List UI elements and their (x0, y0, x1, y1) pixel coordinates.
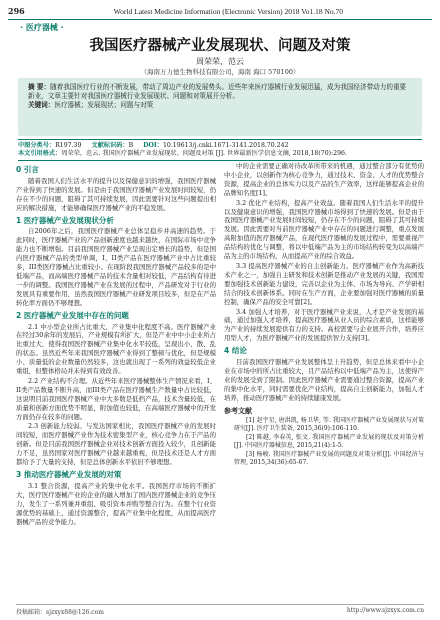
right-column (224, 162, 424, 468)
cite-label: 本文引用格式： (18, 150, 62, 157)
section-heading: 0 引言 (16, 165, 39, 174)
body-paragraph: 2.3 创新能力较弱。与发达国家相比，我国医疗器械产业的发展时间较短，而医疗器械产业作为技术密集型产业，核心竞争力在于产品的创新。但是目前我国医疗器械企业对技术创新方面投入较少，且创新能力不足，虽然国家对医疗器械产业越来越重视，但是技术还是人才方面都给予了大量的支持，但是总体创新水平依旧不够理想。 (16, 422, 216, 467)
body-paragraph: 2.1 中小型企业所占比重大，产业集中化程度不高。医疗器械产业在经过30余年的发展后，产业规模有所扩大，但是产业中中小企业所占比重过大，使得我国医疗器械产业集中化水平较低，呈现出小、散、乱的状态。虽然近些年来我国医疗器械产业得到了整顿与优化，但是规模小、质量低的企业数量仍然较多，这也就出现了一系列的效益较低企业重组，但整体格局并未得到有效改善。 (16, 322, 216, 376)
section-heading: 3 推动医疗器械产业发展的对策 (16, 470, 122, 479)
keywords-label: 关键词： (28, 101, 55, 109)
page-header (8, 4, 432, 20)
abstract (28, 83, 412, 101)
cite-value: 周荣荣，范云. 我国医疗器械产业发展现状、问题及对策 [J]. 世界最新医学信息文摘, 2018,18(70):296. (61, 150, 347, 157)
abstract-box (18, 78, 422, 136)
body-paragraph: 3.1 整合资源，提高产业的集中化水平。我国医疗市场的不断扩大，医疗医疗器械产业的企业的融入增加了国内医疗器械企业的竞争压力，发生了一系列兼并重组、吸引资本并购等整合行为。在整个行业资源优势的基础上，通过资源整合，提高产业集中化程度，从而提高医疗器械产品的竞争能力。 (16, 481, 216, 526)
reference-item: [2] 陈越, 李春英, 张文. 我国医疗器械产业发展的现状及对策分析[J]. 中国医疗器械信息, 2015,21(4):1-5. (234, 434, 424, 450)
clc-value: R197.39 (55, 142, 82, 149)
article-meta (18, 139, 422, 161)
doi-label: DOI： (143, 142, 163, 149)
body-paragraph: 自2006年之后，我国医疗器械产业总体呈稳步并高速的趋势。于此同时，医疗器械产业的产品创新速度也越来越快，在国际市场中竞争能力也不断增强。目前我国医疗器械产业呈现出定增长的趋势，但是国内医疗器械产品的类型单调，I、II类产品在医疗器械产业中占比重较多，III类医疗器械占比重较小。在现阶段我国医疗器械产品较多的是中低端产品，而高端医疗器械产品的技术含量相对较低，产品结构有待进一步的调整。我国医疗器械产业在发展的过程中，产品研发对于行业的发展具有重要作用，虽然我国医疗器械产业研发项目较多，但是在产品转化率方面仍不够理想。 (16, 227, 216, 307)
doc-code-label: 文献标识码： (91, 142, 129, 149)
page-footer (16, 604, 424, 616)
article-title: 我国医疗器械产业发展现状、问题及对策 (89, 38, 351, 54)
doi-value[interactable]: 10.19613/j.cnki.1671-3141.2018.70.242 (162, 142, 289, 149)
footer-email[interactable]: 投稿邮箱：sjzxyx88@126.com (16, 609, 104, 616)
abstract-text: 随着我国医疗行业的不断发展，带动了周边产业的发展势头。近些年来医疗器械行业发展迅猛，成为我国经济带动力的重要新业，文章主要针对我国医疗器械行业发展现状、问题和对策展开分析。 (28, 83, 407, 100)
reference-item: [1] 赵宇星, 唐洪凯, 杨卫华, 等. 我国医疗器械产业发展现状与对策研究[J]. 医疗卫生装备, 2015,36(9):106-110. (234, 417, 424, 433)
references-heading: 参考文献 (224, 406, 252, 415)
section-heading: 4 结论 (224, 346, 247, 356)
article-affiliation: （海南万力德生物科技有限公司，海南 海口 570100） (140, 68, 300, 76)
body-paragraph: 2.2 产业结构不合理。从近些年来医疗器械整体生产情况来看，I、II类产品数量不断升高，而III类产品在医疗器械生产数量中占比较低，这说明目前我国医疗器械产业中大多数是低档产品，技术含量较低，在质量和创新方面优势不明显，附加值也较低，在高端医疗器械中的开发方面仍存在较多的问题。 (16, 376, 216, 421)
reference-item: [3] 杨峻. 我国医疗器械产业发展的问题及对策分析[J]. 中国经济与管理, 2015,34(36):65-67. (234, 451, 424, 467)
body-paragraph: 3.2 优化产业结构，提高产业效益。随着我国人们生活水平的提升以及健康意识的增强，我国医疗器械市场得到了快速的发展。但是由于我国医疗器械产业发展时间较短，仍存在不少的问题，阻碍了其可持续发展。因此需要对当前医疗器械产业中存在的问题进行调整，重点发展高附加值的医疗器械产品，在现代医疗器械的发展过程中，需要重视产品结构的优化与调整，将以中低端产品为主的市场结构转变为以高端产品为主的市场结构，从而提高产业的综合效益。 (224, 198, 424, 261)
body-paragraph: 3.3 提高医疗器械产业的自主创新能力。医疗器械产业作为高新技术产业之一，加强自主研发和技术创新是推动产业发展的关键，我国需要加强技术创新能力建设，完善以企业为主体、市场为导向、产学研相结合的技术创新体系。同时在生产方面，企业要加强对医疗器械的质量控制，确保产品的安全可靠[2]。 (224, 261, 424, 306)
keywords-text: 医疗器械；发展现状；问题与对策 (54, 101, 154, 109)
section-heading: 1 医疗器械产业发展现状分析 (16, 215, 114, 225)
left-column (16, 162, 216, 527)
body-paragraph: 随着我国人们生活水平的提升以及保健意识的增强，我国医疗器械产业得到了快速的发展。但是由于我国医疗器械产业发展时间较短，仍存在不少的问题，阻碍了其可持续发展，因此需要针对这些问题提出相应的解决措施，才能够确保医疗器械产业的平稳发展。 (16, 176, 216, 212)
footer-site[interactable]: http://www.sjzxyx.com.cn (346, 607, 424, 614)
page-number: 296 (8, 6, 25, 16)
abstract-label: 摘 要： (28, 83, 51, 91)
section-tag: · 医疗器械 · (20, 23, 64, 32)
journal-name: World Latest Medicine Information (Electronic Version) 2018 Vo1.18 No.70 (113, 6, 344, 16)
keywords (28, 101, 412, 110)
section-heading: 2 医疗器械产业发展中存在的问题 (16, 310, 129, 320)
body-paragraph: 中的企业需要正确对待改革所带来的机遇，通过整合部分有优势的中小企业，以创新作为核心竞争力，通过技术、资金、人才的优势整合资源，提高企业的总体实力以及产品的生产效率，这样能够提高企业的品牌知名度[1]。 (224, 162, 424, 197)
body-paragraph: 目前我国医疗器械产业发展整体呈上升趋势，但是总体来看中小企业在市场中的所占比重较大，且产品结构以中低端产品为主，这使得产业的发展受到了限制。因此医疗器械产业需要通过整合资源，提高产业的集中化水平，同时需要优化产业结构，提高自主创新能力，加强人才培养，推动医疗器械产业的持续健康发展。 (224, 358, 424, 402)
body-paragraph: 3.4 加强人才培养，对于医疗器械产业来说，人才是产业发展的基础，通过加强人才培养，提高医疗器械从业人员的综合素质，这样能够为产业的持续发展提供有力的支持。高校需要与企业展开合作，培养应用型人才，为医疗器械产业的发展提供智力支持[3]。 (224, 307, 424, 343)
clc-label: 中图分类号： (18, 142, 56, 149)
doc-code-value: B (128, 142, 134, 149)
article-authors: 周荣荣，范云 (196, 57, 244, 66)
